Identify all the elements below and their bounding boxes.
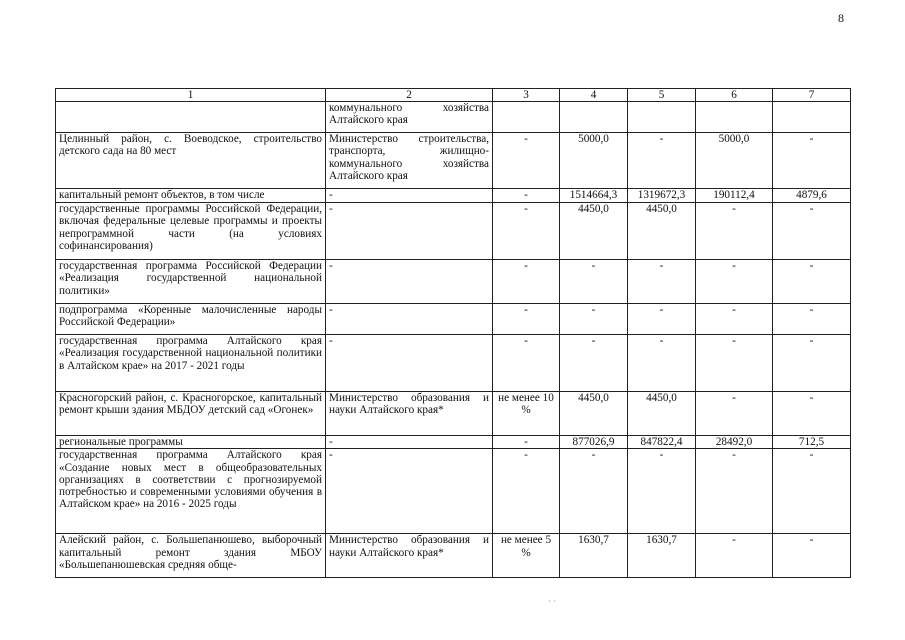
- table-cell-c7: -: [773, 335, 851, 392]
- table-cell-c4: 1630,7: [560, 534, 628, 578]
- page-number: 8: [838, 11, 844, 25]
- table-row: [56, 133, 851, 189]
- table-cell-c7: -: [773, 133, 851, 189]
- table-cell-c4: -: [560, 335, 628, 392]
- table-cell-c6: -: [696, 534, 773, 578]
- table-cell-c4: 5000,0: [560, 133, 628, 189]
- table-cell-c7: 4879,6: [773, 189, 851, 203]
- table-cell-c4: -: [560, 260, 628, 304]
- table-row: [56, 392, 851, 436]
- column-header: 4: [560, 89, 628, 102]
- table-cell-c6: -: [696, 260, 773, 304]
- table-cell-c6: [696, 102, 773, 133]
- table-row: [56, 335, 851, 392]
- table-cell-c5: -: [628, 260, 696, 304]
- table-cell-c4: 877026,9: [560, 436, 628, 449]
- table-cell-c5: 847822,4: [628, 436, 696, 449]
- table-cell-c1: государственная программа Алтайского края «Реализация государственной национальной политики в Алтайском крае» на 2017 - 2021 годы: [56, 335, 326, 392]
- table-cell-c7: -: [773, 260, 851, 304]
- table-row: [56, 436, 851, 449]
- table-cell-c4: -: [560, 304, 628, 335]
- table-row: [56, 304, 851, 335]
- table-cell-c3: -: [493, 260, 560, 304]
- column-header: 5: [628, 89, 696, 102]
- table-cell-c3: -: [493, 203, 560, 260]
- budget-table: [55, 88, 851, 578]
- table-cell-c2: -: [326, 335, 493, 392]
- table-cell-c3: -: [493, 449, 560, 534]
- table-cell-c1: государственная программа Алтайского края «Создание новых мест в общеобразовательных организациях в соответствии с прогнозируемой потребностью и современными условиями обучения в Алтайском крае» на 2016 - 2025 годы: [56, 449, 326, 534]
- table-cell-c1: [56, 102, 326, 133]
- table-cell-c3: -: [493, 304, 560, 335]
- table-row: [56, 449, 851, 534]
- table-header-row: [56, 89, 851, 102]
- table-cell-c3: -: [493, 335, 560, 392]
- column-header: 1: [56, 89, 326, 102]
- table-cell-c4: 1514664,3: [560, 189, 628, 203]
- column-header: 3: [493, 89, 560, 102]
- table-cell-c1: Алейский район, с. Большепанюшево, выборочный капитальный ремонт здания МБОУ «Большепанюшевская средняя обще-: [56, 534, 326, 578]
- table-cell-c6: -: [696, 392, 773, 436]
- table-cell-c5: [628, 102, 696, 133]
- column-header: 7: [773, 89, 851, 102]
- table-cell-c1: региональные программы: [56, 436, 326, 449]
- table-cell-c2: Министерство строительства, транспорта, жилищно-коммунального хозяйства Алтайского края: [326, 133, 493, 189]
- table-cell-c5: -: [628, 133, 696, 189]
- table-row: [56, 102, 851, 133]
- table-cell-c2: -: [326, 203, 493, 260]
- table-cell-c5: -: [628, 449, 696, 534]
- table-cell-c1: Целинный район, с. Воеводское, строительство детского сада на 80 мест: [56, 133, 326, 189]
- table-cell-c5: 4450,0: [628, 203, 696, 260]
- table-cell-c7: [773, 102, 851, 133]
- table-cell-c4: 4450,0: [560, 203, 628, 260]
- table-cell-c6: -: [696, 335, 773, 392]
- table-cell-c2: коммунального хозяйства Алтайского края: [326, 102, 493, 133]
- table-cell-c7: 712,5: [773, 436, 851, 449]
- table-cell-c2: Министерство образования и науки Алтайского края*: [326, 392, 493, 436]
- table-cell-c6: 190112,4: [696, 189, 773, 203]
- table-cell-c2: -: [326, 449, 493, 534]
- table-cell-c3: не менее 10 %: [493, 392, 560, 436]
- table-cell-c7: -: [773, 203, 851, 260]
- table-cell-c1: подпрограмма «Коренные малочисленные народы Российской Федерации»: [56, 304, 326, 335]
- table-cell-c6: -: [696, 304, 773, 335]
- table-cell-c5: 4450,0: [628, 392, 696, 436]
- table-cell-c1: государственные программы Российской Федерации, включая федеральные целевые программы и проекты непрограммной части (на условиях софинансирования): [56, 203, 326, 260]
- column-header: 6: [696, 89, 773, 102]
- table-cell-c6: -: [696, 203, 773, 260]
- table-row: [56, 534, 851, 578]
- table-cell-c1: капитальный ремонт объектов, в том числе: [56, 189, 326, 203]
- table-cell-c2: -: [326, 260, 493, 304]
- table-row: [56, 189, 851, 203]
- table-cell-c1: Красногорский район, с. Красногорское, капитальный ремонт крыши здания МБДОУ детский сад «Огонек»: [56, 392, 326, 436]
- table-cell-c4: -: [560, 449, 628, 534]
- table-cell-c3: не менее 5 %: [493, 534, 560, 578]
- table-cell-c7: -: [773, 534, 851, 578]
- table-cell-c5: -: [628, 304, 696, 335]
- table-cell-c5: 1319672,3: [628, 189, 696, 203]
- table-cell-c3: [493, 102, 560, 133]
- table-cell-c4: [560, 102, 628, 133]
- scan-speck: · ·: [548, 596, 557, 606]
- table-cell-c3: -: [493, 436, 560, 449]
- table-cell-c3: -: [493, 133, 560, 189]
- table-cell-c5: 1630,7: [628, 534, 696, 578]
- table-cell-c2: Министерство образования и науки Алтайского края*: [326, 534, 493, 578]
- column-header: 2: [326, 89, 493, 102]
- table-cell-c7: -: [773, 304, 851, 335]
- table-cell-c3: -: [493, 189, 560, 203]
- table-cell-c1: государственная программа Российской Федерации «Реализация государственной национальной политики»: [56, 260, 326, 304]
- table-row: [56, 260, 851, 304]
- table-cell-c6: -: [696, 449, 773, 534]
- table-cell-c6: 5000,0: [696, 133, 773, 189]
- table-cell-c5: -: [628, 335, 696, 392]
- table-cell-c2: -: [326, 189, 493, 203]
- table-cell-c7: -: [773, 392, 851, 436]
- table-cell-c2: -: [326, 436, 493, 449]
- table-row: [56, 203, 851, 260]
- table-cell-c2: -: [326, 304, 493, 335]
- table-cell-c4: 4450,0: [560, 392, 628, 436]
- table-cell-c7: -: [773, 449, 851, 534]
- table-cell-c6: 28492,0: [696, 436, 773, 449]
